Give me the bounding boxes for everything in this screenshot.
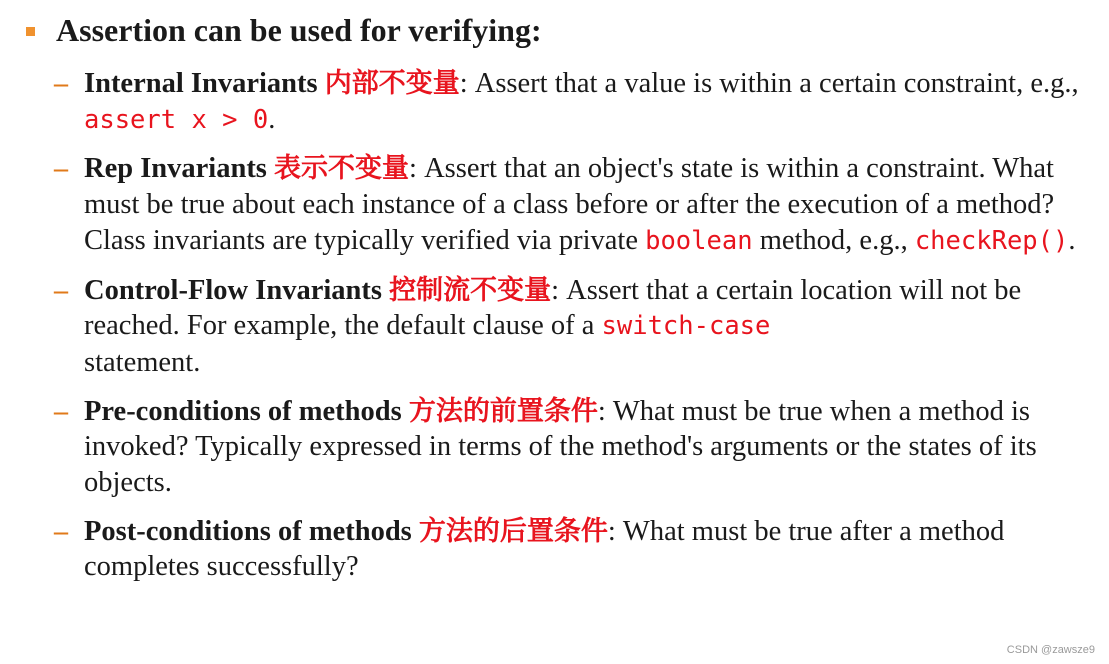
item-description: : What must be true when a method is invoked? Typically expressed in terms of the method's arguments or the states of its objects. <box>84 395 1037 499</box>
item-term: Post-conditions of methods <box>84 515 412 547</box>
item-description: : Assert that a certain location will not be reached. For example, the default clause of a <box>84 274 1022 342</box>
square-bullet-icon <box>26 27 35 36</box>
item-term: Internal Invariants <box>84 68 318 99</box>
item-term: Control-Flow Invariants <box>84 274 382 306</box>
watermark: CSDN @zawsze9 <box>1006 644 1095 656</box>
dash-bullet-icon: – <box>54 515 68 547</box>
item-term: Rep Invariants <box>84 153 267 185</box>
list-item <box>54 66 1084 138</box>
list-item-text <box>84 514 1084 585</box>
list-item-text <box>84 273 1084 381</box>
list-item <box>54 151 1084 259</box>
item-description-tail: statement. <box>84 346 201 378</box>
code-snippet: checkRep() <box>914 225 1069 256</box>
list-item-text <box>84 151 1084 259</box>
list-item <box>54 394 1084 501</box>
dash-bullet-icon: – <box>54 153 68 185</box>
heading-row <box>26 10 542 50</box>
slide-heading: Assertion can be used for verifying: <box>56 12 542 48</box>
code-snippet: assert x > 0 <box>84 104 269 135</box>
item-description-tail: . <box>1068 224 1076 256</box>
item-description-tail: . <box>268 103 276 135</box>
list-item-text <box>84 394 1084 501</box>
dash-bullet-icon: – <box>54 395 68 427</box>
item-chinese-term: 内部不变量 <box>324 68 460 99</box>
list-item <box>54 514 1084 585</box>
code-snippet: switch-case <box>601 311 771 342</box>
dash-bullet-icon: – <box>54 274 68 306</box>
list-item-text <box>84 66 1084 138</box>
dash-bullet-icon: – <box>54 68 68 99</box>
item-description: : Assert that a value is within a certain constraint, e.g., <box>459 68 1079 99</box>
item-term: Pre-conditions of methods <box>84 395 402 427</box>
code-snippet: boolean <box>645 225 753 256</box>
assertion-list <box>54 66 1084 598</box>
list-item <box>54 273 1084 381</box>
item-chinese-term: 表示不变量 <box>274 153 410 185</box>
item-chinese-term: 方法的前置条件 <box>408 395 598 427</box>
item-description-mid: method, e.g., <box>752 224 915 256</box>
item-chinese-term: 方法的后置条件 <box>418 515 608 547</box>
item-description: : Assert that an object's state is within a constraint. What must be true about each instance of a class before or after the execution of a method? Class invariants are typically verified via private <box>84 153 1055 256</box>
item-description: : What must be true after a method completes successfully? <box>84 515 1005 583</box>
item-chinese-term: 控制流不变量 <box>389 274 552 306</box>
